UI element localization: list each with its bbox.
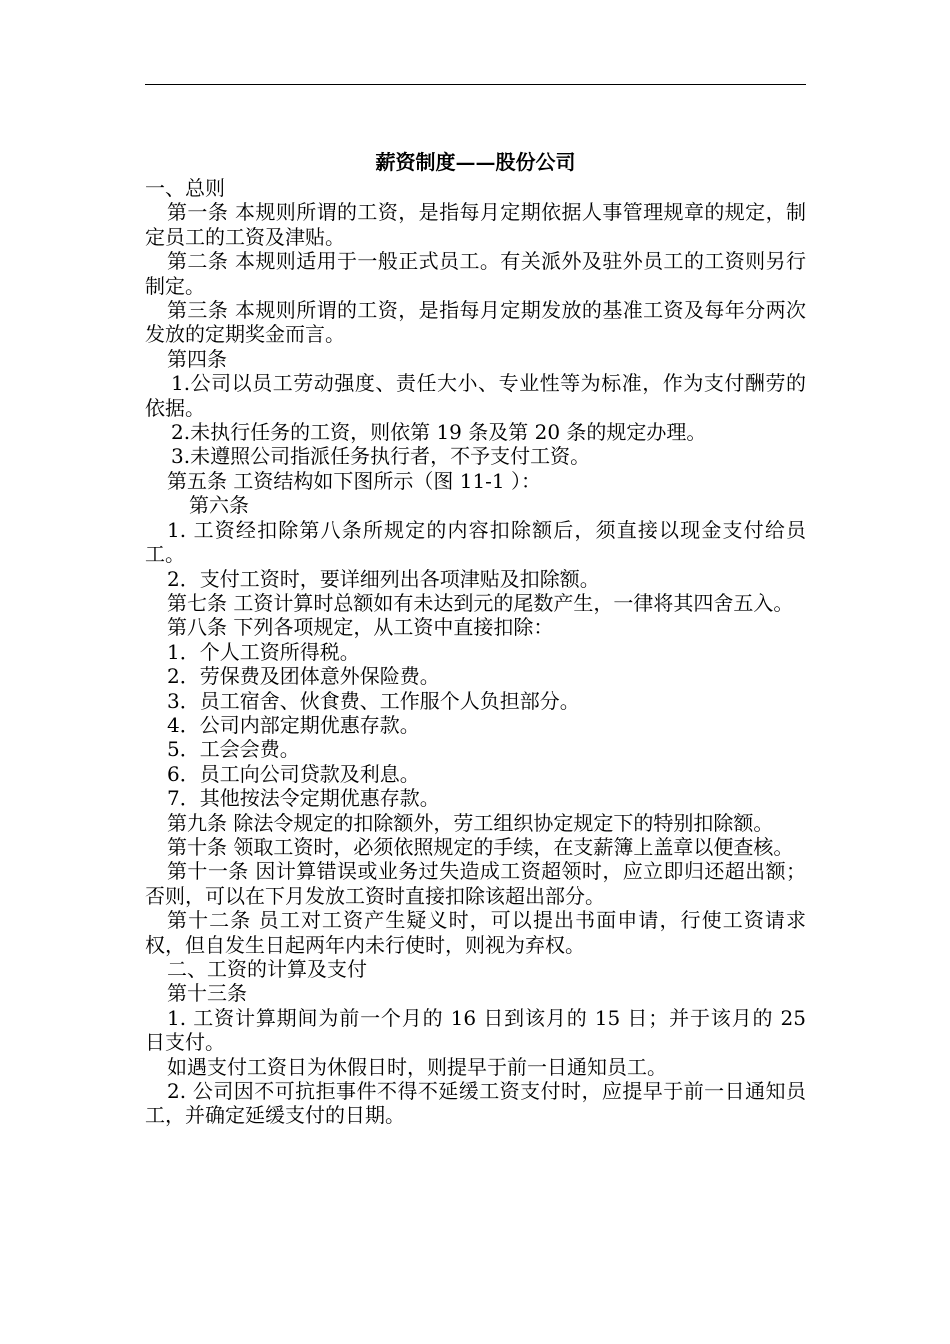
paragraph: 第五条 工资结构如下图所示（图 11-1 ）： (167, 468, 542, 493)
section-heading: 二、工资的计算及支付 (167, 957, 367, 981)
paragraph: 第十三条 (167, 981, 247, 1006)
paragraph: 1. 工资经扣除第八条所规定的内容扣除额后，须直接以现金支付给员工。 (145, 517, 806, 567)
list-item: 1．个人工资所得税。 (167, 639, 360, 664)
paragraph: 第二条 本规则适用于一般正式员工。有关派外及驻外员工的工资则另行制定。 (145, 249, 806, 298)
paragraph: 第一条 本规则所谓的工资，是指每月定期依据人事管理规章的规定，制定员工的工资及津贴。 (145, 200, 806, 249)
paragraph: 第十二条 员工对工资产生疑义时，可以提出书面申请，行使工资请求权，但自发生日起两年内未行使时，则视为弃权。 (145, 908, 806, 957)
paragraph: 第七条 工资计算时总额如有未达到元的尾数产生，一律将其四舍五入。 (167, 590, 794, 615)
header-rule (145, 84, 806, 85)
list-item: 7．其他按法令定期优惠存款。 (167, 786, 440, 811)
paragraph: 1. 工资计算期间为前一个月的 16 日到该月的 15 日；并于该月的 25 日支付。 (145, 1005, 806, 1055)
paragraph: 第十条 领取工资时，必须依照规定的手续，在支薪簿上盖章以便查核。 (167, 834, 794, 859)
list-item: 4．公司内部定期优惠存款。 (167, 712, 420, 737)
paragraph: 第四条 (167, 346, 227, 371)
list-item: 3．员工宿舍、伙食费、工作服个人负担部分。 (167, 688, 580, 713)
paragraph: 1.公司以员工劳动强度、责任大小、专业性等为标准，作为支付酬劳的依据。 (145, 371, 806, 420)
paragraph: 第十一条 因计算错误或业务过失造成工资超领时，应立即归还超出额；否则，可以在下月发放工资时直接扣除该超出部分。 (145, 859, 806, 908)
paragraph: 一、总则 (145, 176, 225, 200)
document-title: 薪资制度——股份公司 (375, 150, 576, 174)
paragraph: 第六条 (189, 493, 249, 518)
list-item: 2．劳保费及团体意外保险费。 (167, 664, 440, 689)
list-item: 6．员工向公司贷款及利息。 (167, 761, 420, 786)
paragraph: 第九条 除法令规定的扣除额外，劳工组织协定规定下的特别扣除额。 (167, 810, 774, 835)
paragraph: 第八条 下列各项规定，从工资中直接扣除： (167, 615, 554, 640)
paragraph: 第三条 本规则所谓的工资，是指每月定期发放的基准工资及每年分两次发放的定期奖金而言。 (145, 298, 806, 347)
paragraph: 如遇支付工资日为休假日时，则提早于前一日通知员工。 (167, 1054, 667, 1079)
document-body (145, 149, 806, 1128)
list-item: 5．工会会费。 (167, 737, 300, 762)
paragraph: 2.未执行任务的工资，则依第 19 条及第 20 条的规定办理。 (171, 420, 707, 445)
paragraph: 2．支付工资时，要详细列出各项津贴及扣除额。 (167, 566, 600, 591)
paragraph: 3.未遵照公司指派任务执行者，不予支付工资。 (171, 444, 591, 469)
paragraph: 2. 公司因不可抗拒事件不得不延缓工资支付时，应提早于前一日通知员工，并确定延缓支付的日期。 (145, 1079, 806, 1128)
